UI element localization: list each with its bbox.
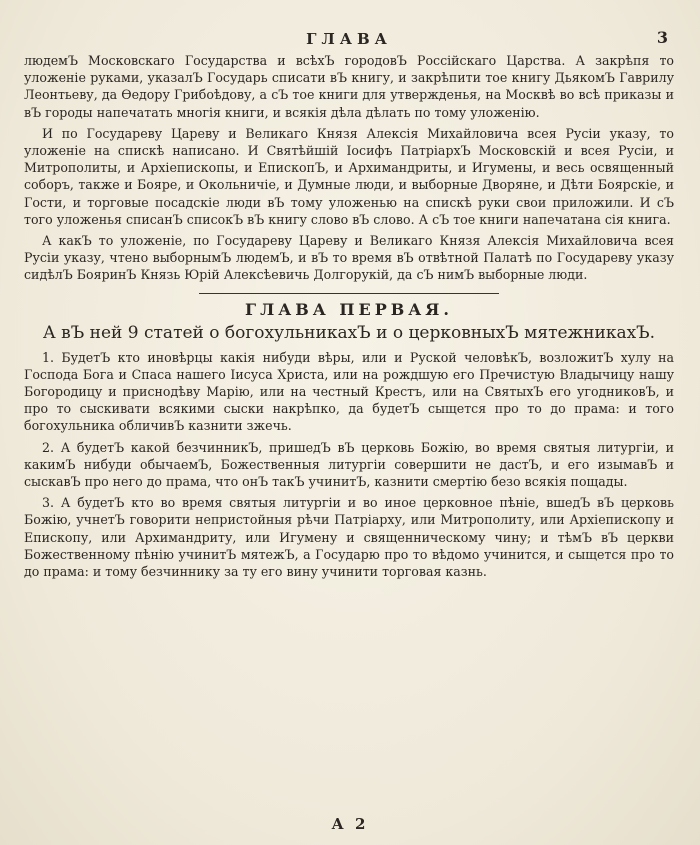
chapter-title: ГЛАВА ПЕРВАЯ. xyxy=(245,299,453,319)
intro-paragraph-3: А какЪ то уложеніе, по Государеву Цареву и Великаго Князя Алексія Михайловича всея Русіи указу, чтено выборнымЪ людемЪ, и вЪ то время вЪ отвѣтной Палатѣ по Государеву указу сидѣлЪ БояринЪ Князь Юрій Алексѣевичь Долгорукій, да сЪ нимЪ выборные люди. xyxy=(24,233,674,283)
running-head xyxy=(24,30,674,52)
chapter-subtitle: А вЪ ней 9 статей о богохульникахЪ и о церковныхЪ мятежникахЪ. xyxy=(42,322,656,343)
intro-paragraph-1: людемЪ Московскаго Государства и всѣхЪ городовЪ Россійскаго Царства. А закрѣпя то уложеніе руками, указалЪ Государь списати вЪ книгу, и закрѣпити тое книгу ДьякомЪ Гаврилу Леонтьеву, да Ѳедору Грибоѣдову, а сЪ тое книги для утвержденья, на Москвѣ во всѣ приказы и вЪ городы напечатать многія книги, и всякія дѣла дѣлать по тому уложенію. xyxy=(24,53,674,120)
article-3: 3. А будетЪ кто во время святыя литургіи и во иное церковное пѣніе, вшедЪ вЪ церковь Божію, учнетЪ говорити непристойныя рѣчи Патріарху, или Митрополиту, или Архіепископу и Епископу, или Архимандриту, или Игумену и священническому чину; и тѣмЪ вЪ церкви Божественному пѣнію учинитЪ мятежЪ, а Государю про то вѣдомо учинится, и сыщется про то до прама: и тому безчиннику за ту его вину учинити торговая казнь. xyxy=(24,495,674,580)
page-number: 3 xyxy=(656,28,668,47)
signature-mark: А 2 xyxy=(331,815,369,833)
article-2: 2. А будетЪ какой безчинникЪ, пришедЪ вЪ церковь Божію, во время святыя литургіи, и какимЪ нибуди обычаемЪ, Божественныя литургіи совершити не дастЪ, и его изымавЪ и сыскавЪ про него до прама, что онЪ такЪ учинитЪ, казнити смертію безо всякія пощады. xyxy=(24,439,674,490)
section-divider xyxy=(199,293,499,294)
running-title: ГЛАВА xyxy=(306,30,392,48)
intro-paragraph-2: И по Государеву Цареву и Великаго Князя Алексія Михайловича всея Русіи указу, то уложеніе на спискѣ написано. И Святѣйшій Іосифъ ПатріархЪ Московскій и всея Русіи, и Митрополиты, и Архіепископы, и ЕпископЪ, и Архимандриты, и Игумены, и весь освященный соборъ, также и Бояре, и Окольничіе, и Думные люди, и выборные Дворяне, и Дѣти Боярскіе, и Гости, и торговые посадскіе люди вЪ тому уложенью на спискѣ руки свои приложили. И сЪ того уложенья списанЪ списокЪ вЪ книгу слово вЪ слово. А сЪ тое книги напечатана сія книга. xyxy=(24,125,674,227)
article-1: 1. БудетЪ кто иновѣрцы какія нибуди вѣры, или и Руской человѣкЪ, возложитЪ хулу на Господа Бога и Спаса нашего Іисуса Христа, или на рождшую его Пречистую Владычицу нашу Богородицу и приснодѣву Марію, или на честный Крестъ, или на СвятыхЪ его угодниковЪ, и про то сыскивати всякими сыски накрѣпко, да будетЪ сыщется про то до прама: и того богохульника обличивЪ казнити зжечь. xyxy=(24,349,674,434)
